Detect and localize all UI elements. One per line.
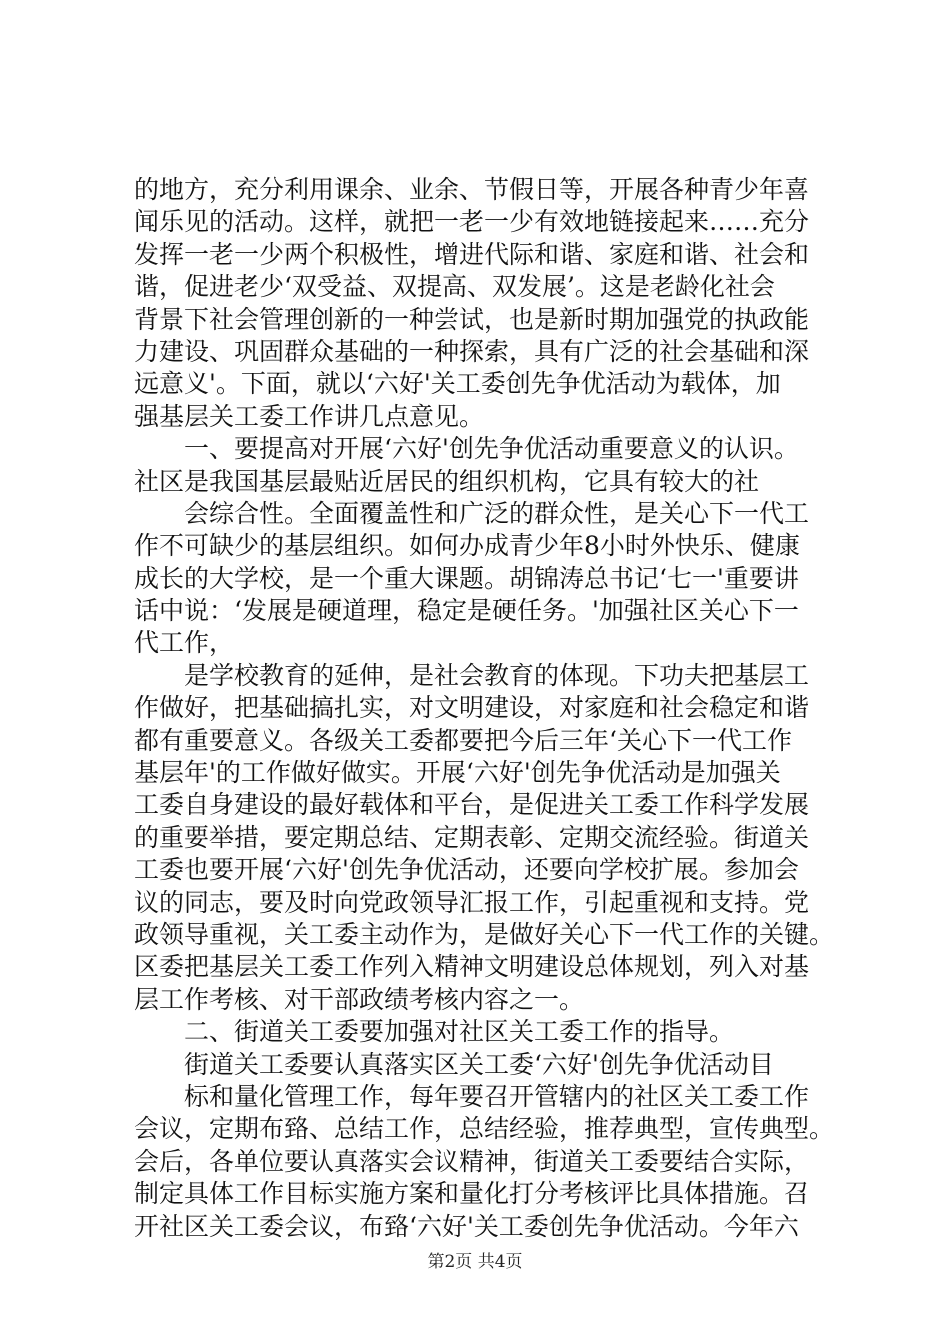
text-line: 议的同志，要及时向党政领导汇报工作，引起重视和支持。党 [134, 887, 810, 917]
text-line: 基层年'的工作做好做实。开展‘六好'创先争优活动是加强关 [134, 758, 781, 788]
section-heading-1: 一、要提高对开展‘六好'创先争优活动重要意义的认识。 [184, 434, 799, 464]
text-line: 层工作考核、对干部政绩考核内容之一。 [134, 984, 585, 1014]
text-line: 会综合性。全面覆盖性和广泛的群众性，是关心下一代工 [184, 498, 810, 528]
text-line: 谐，促进老少‘双受益、双提高、双发展’。这是老龄化社会 [134, 272, 775, 302]
text-line: 作做好，把基础搞扎实，对文明建设，对家庭和社会稳定和谐 [134, 693, 810, 723]
text-line: 区委把基层关工委工作列入精神文明建设总体规划，列入对基 [134, 952, 810, 982]
section-heading-2: 二、街道关工委要加强对社区关工委工作的指导。 [184, 1017, 735, 1047]
text-line: 制定具体工作目标实施方案和量化打分考核评比具体措施。召 [134, 1179, 810, 1209]
text-line: 开社区关工委会议，布臵‘六好'关工委创先争优活动。今年六 [134, 1211, 799, 1241]
text-line: 工委也要开展‘六好'创先争优活动，还要向学校扩展。参加会 [134, 855, 799, 885]
body-text [134, 174, 834, 1243]
text-line: 街道关工委要认真落实区关工委‘六好'创先争优活动目 [184, 1049, 774, 1079]
text-line: 会议，定期布臵、总结工作，总结经验，推荐典型，宣传典型。 [134, 1114, 835, 1144]
text-line: 会后，各单位要认真落实会议精神，街道关工委要结合实际， [134, 1146, 810, 1176]
text-line: 发挥一老一少两个积极性，增进代际和谐、家庭和谐、社会和 [134, 239, 810, 269]
text-line: 是学校教育的延伸，是社会教育的体现。下功夫把基层工 [184, 660, 810, 690]
text-line: 闻乐见的活动。这样，就把一老一少有效地链接起来……充分 [134, 207, 810, 237]
text-line: 远意义'。下面，就以‘六好'关工委创先争优活动为载体，加 [134, 369, 781, 399]
text-line: 背景下社会管理创新的一种尝试，也是新时期加强党的执政能 [134, 304, 810, 334]
text-line: 强基层关工委工作讲几点意见。 [134, 401, 485, 431]
text-line: 力建设、巩固群众基础的一种探索，具有广泛的社会基础和深 [134, 336, 810, 366]
text-line: 成长的大学校，是一个重大课题。胡锦涛总书记‘七一'重要讲 [134, 563, 799, 593]
text-line: 社区是我国基层最贴近居民的组织机构，它具有较大的社 [134, 466, 760, 496]
text-line: 话中说：‘发展是硬道理，稳定是硬任务。'加强社区关心下一 [134, 596, 799, 626]
text-line: 代工作， [134, 628, 235, 658]
text-line: 政领导重视，关工委主动作为，是做好关心下一代工作的关键。 [134, 919, 835, 949]
text-line: 工委自身建设的最好载体和平台，是促进关工委工作科学发展 [134, 790, 810, 820]
text-line: 的地方，充分利用课余、业余、节假日等，开展各种青少年喜 [134, 175, 810, 204]
page-footer: 第2页 共4页 [427, 1252, 523, 1272]
text-line: 都有重要意义。各级关工委都要把今后三年‘关心下一代工作 [134, 725, 792, 755]
text-line: 作不可缺少的基层组织。如何办成青少年8小时外快乐、健康 [134, 531, 800, 561]
text-line: 标和量化管理工作，每年要召开管辖内的社区关工委工作 [184, 1081, 810, 1111]
text-line: 的重要举措，要定期总结、定期表彰、定期交流经验。街道关 [134, 822, 810, 852]
